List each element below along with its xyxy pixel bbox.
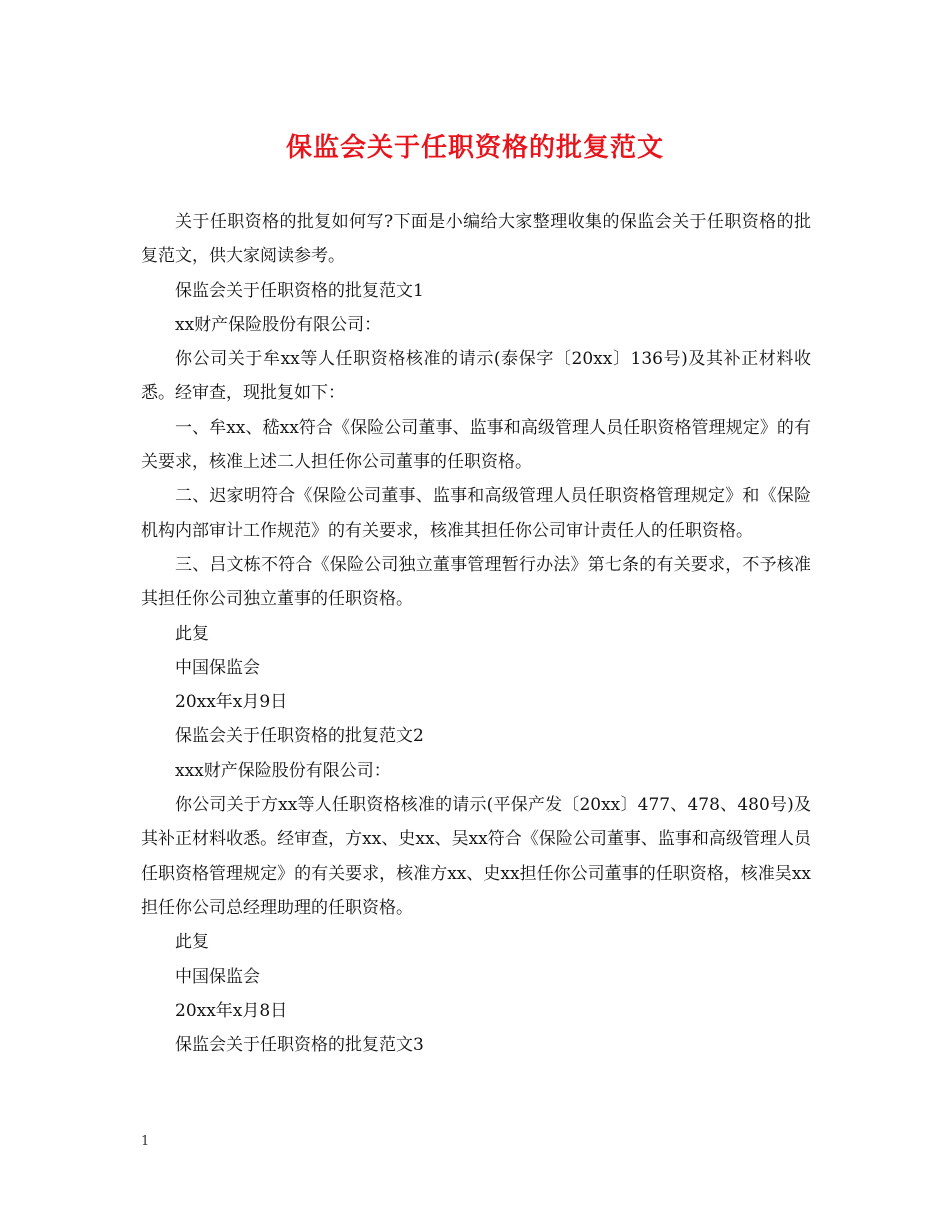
addressee-2: xxx财产保险股份有限公司：	[175, 760, 391, 781]
signature-1: 中国保监会	[175, 657, 260, 678]
paragraph-item-2: 二、迟家明符合《保险公司董事、监事和高级管理人员任职资格管理规定》和《保险机构内部审计工作规范》的有关要求，核准其担任你公司审计责任人的任职资格。	[141, 486, 811, 541]
section-heading-3: 保监会关于任职资格的批复范文3	[175, 1035, 424, 1056]
date-1: 20xx年x月9日	[175, 692, 288, 713]
signature-2: 中国保监会	[175, 966, 260, 987]
paragraph-item-1: 一、牟xx、嵇xx符合《保险公司董事、监事和高级管理人员任职资格管理规定》的有关要求，核准上述二人担任你公司董事的任职资格。	[141, 417, 811, 473]
section-heading-2: 保监会关于任职资格的批复范文2	[175, 726, 424, 747]
closing-reply-1: 此复	[175, 623, 209, 644]
paragraph-intro: 关于任职资格的批复如何写?下面是小编给大家整理收集的保监会关于任职资格的批复范文，供大家阅读参考。	[141, 212, 811, 267]
paragraph-request-2: 你公司关于方xx等人任职资格核准的请示(平保产发〔20xx〕477、478、480号)及其补正材料收悉。经审查，方xx、史xx、吴xx符合《保险公司董事、监事和高级管理人员任职资格管理规定》的有关要求，核准方xx、史xx担任你公司董事的任职资格，核准吴xx担任你公司总经理助理的任职资格。	[141, 795, 811, 918]
date-2: 20xx年x月8日	[175, 1000, 288, 1021]
paragraph-request-1: 你公司关于牟xx等人任职资格核准的请示(泰保字〔20xx〕136号)及其补正材料收悉。经审查，现批复如下：	[141, 349, 811, 404]
closing-reply-2: 此复	[175, 932, 209, 953]
addressee-1: xx财产保险股份有限公司：	[175, 314, 382, 335]
paragraph-item-3: 三、吕文栋不符合《保险公司独立董事管理暂行办法》第七条的有关要求，不予核准其担任你公司独立董事的任职资格。	[141, 554, 811, 610]
section-heading-1: 保监会关于任职资格的批复范文1	[175, 280, 424, 301]
document-body	[141, 205, 811, 1062]
page-number: 1	[141, 1134, 150, 1149]
document-title: 保监会关于任职资格的批复范文	[285, 133, 664, 163]
